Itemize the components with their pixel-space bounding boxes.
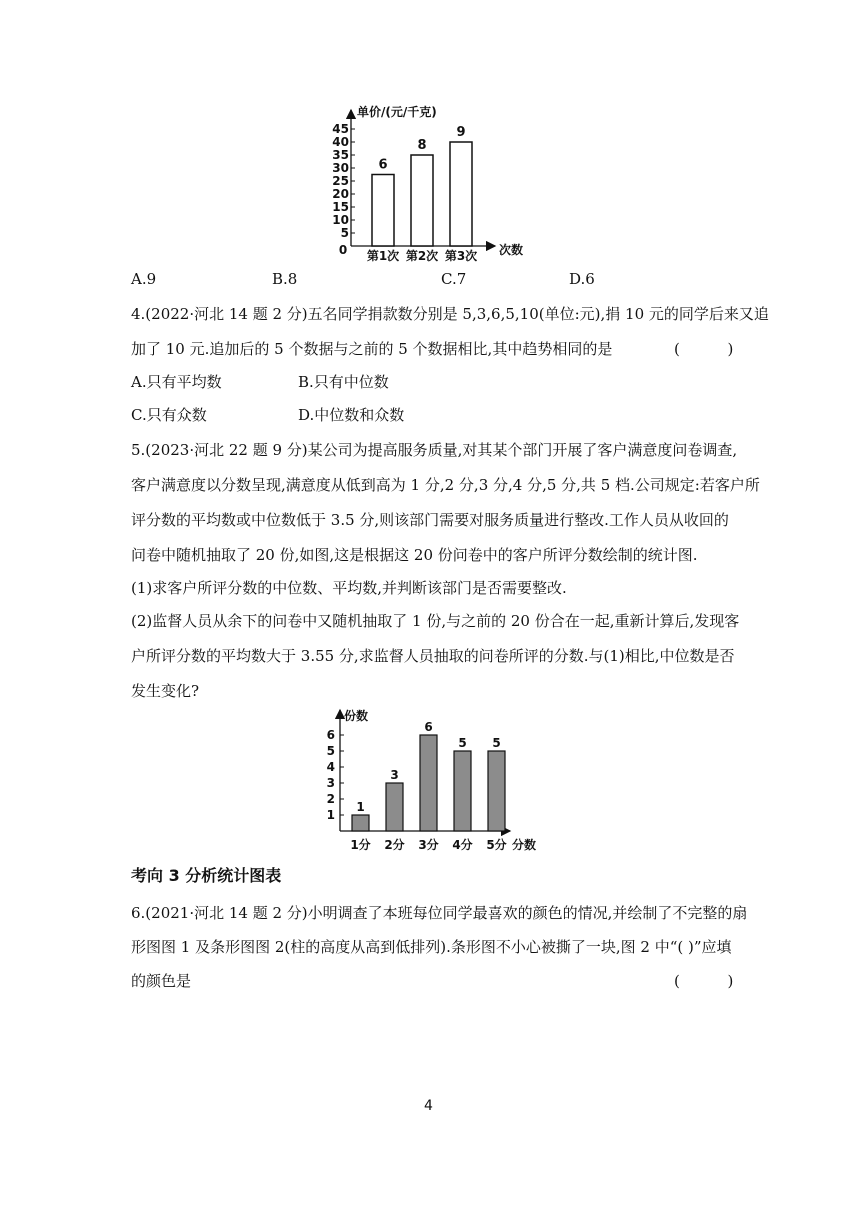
q5-part1: (1)求客户所评分数的中位数、平均数,并判断该部门是否需要整改. [131, 579, 567, 597]
x-tick-label: 1分 [350, 838, 371, 852]
x-axis-title: 次数 [499, 243, 524, 257]
y-axis-title: 单价/(元/千克) [357, 105, 437, 119]
q4-stem-line2: 加了 10 元.追加后的 5 个数据与之前的 5 个数据相比,其中趋势相同的是 [131, 340, 613, 358]
bar [372, 175, 394, 247]
x-tick-label: 第3次 [444, 249, 478, 262]
origin-label: 0 [338, 243, 348, 257]
q5-part2-line1: (2)监督人员从余下的问卷中又随机抽取了 1 份,与之前的 20 份合在一起,重新计算后,发现客 [131, 612, 740, 630]
bar-data-label: 8 [417, 138, 427, 153]
bar-data-label: 6 [424, 720, 433, 734]
y-tick-label: 45 [332, 122, 349, 136]
y-tick-label: 25 [332, 174, 349, 188]
q6-line2: 形图图 1 及条形图图 2(柱的高度从高到低排列).条形图不小心被撕了一块,图 2 中“( )”应填 [131, 938, 732, 956]
y-tick-label: 6 [326, 728, 335, 742]
q6-answer-paren: ( ) [674, 972, 734, 990]
bar-data-label: 6 [378, 157, 388, 173]
q5-line3: 评分数的平均数或中位数低于 3.5 分,则该部门需要对服务质量进行整改.工作人员从收回的 [131, 511, 729, 529]
q4-option-b: B.只有中位数 [298, 373, 389, 391]
q4-option-a: A.只有平均数 [131, 373, 222, 391]
bar-data-label: 3 [390, 768, 399, 782]
y-tick-label: 1 [326, 808, 335, 822]
x-axis-title: 分数 [512, 838, 537, 852]
q3-option-b: B.8 [272, 270, 298, 288]
bar [352, 815, 369, 831]
y-tick-label: 15 [332, 200, 349, 214]
score-bar-chart [310, 702, 550, 854]
q6-line3: 的颜色是 [131, 972, 192, 990]
bar [454, 751, 471, 831]
q4-stem-line1: 4.(2022·河北 14 题 2 分)五名同学捐款数分别是 5,3,6,5,10(单位:元),捐 10 元的同学后来又追 [131, 305, 769, 323]
q5-part2-line2: 户所评分数的平均数大于 3.55 分,求监督人员抽取的问卷所评的分数.与(1)相比,中位数是否 [131, 647, 735, 665]
bar-data-label: 9 [456, 125, 466, 140]
q5-line4: 问卷中随机抽取了 20 份,如图,这是根据这 20 份问卷中的客户所评分数绘制的统计图. [131, 546, 698, 564]
q4-option-c: C.只有众数 [131, 406, 207, 424]
q5-line1: 5.(2023·河北 22 题 9 分)某公司为提高服务质量,对其某个部门开展了客户满意度问卷调查, [131, 441, 738, 459]
y-tick-label: 3 [326, 776, 335, 790]
page-number: 4 [424, 1098, 433, 1114]
bar [386, 783, 403, 831]
y-tick-label: 2 [326, 792, 335, 806]
section-heading: 考向 3 分析统计图表 [131, 866, 282, 885]
bar [488, 751, 505, 831]
y-tick-label: 5 [326, 744, 335, 758]
x-tick-label: 2分 [384, 838, 405, 852]
y-tick-label: 40 [332, 135, 349, 149]
x-tick-label: 第1次 [366, 249, 400, 262]
q5-line2: 客户满意度以分数呈现,满意度从低到高为 1 分,2 分,3 分,4 分,5 分,共 5 档.公司规定:若客户所 [131, 476, 760, 494]
x-tick-label: 5分 [486, 838, 507, 852]
q3-option-a: A.9 [131, 270, 157, 288]
q5-part2-line3: 发生变化? [131, 682, 200, 700]
q3-option-d: D.6 [569, 270, 595, 288]
y-tick-label: 4 [326, 760, 335, 774]
q6-line1: 6.(2021·河北 14 题 2 分)小明调查了本班每位同学最喜欢的颜色的情况,并绘制了不完整的扇 [131, 904, 748, 922]
x-tick-label: 第2次 [405, 249, 439, 262]
bar [411, 155, 433, 246]
bar-data-label: 5 [458, 736, 467, 750]
y-tick-label: 10 [332, 213, 349, 227]
bar [420, 735, 437, 831]
bar [450, 142, 472, 246]
y-tick-label: 30 [332, 161, 349, 175]
q3-option-c: C.7 [441, 270, 467, 288]
q4-answer-paren: ( ) [674, 340, 734, 358]
bar-data-label: 1 [356, 800, 365, 814]
bar-data-label: 5 [492, 736, 501, 750]
q4-option-d: D.中位数和众数 [298, 406, 405, 424]
y-tick-label: 35 [332, 148, 349, 162]
price-bar-chart [325, 100, 535, 262]
y-axis-title: 份数 [344, 709, 369, 723]
x-tick-label: 4分 [452, 838, 473, 852]
x-tick-label: 3分 [418, 838, 439, 852]
y-tick-label: 5 [340, 226, 349, 240]
y-tick-label: 20 [332, 187, 349, 201]
